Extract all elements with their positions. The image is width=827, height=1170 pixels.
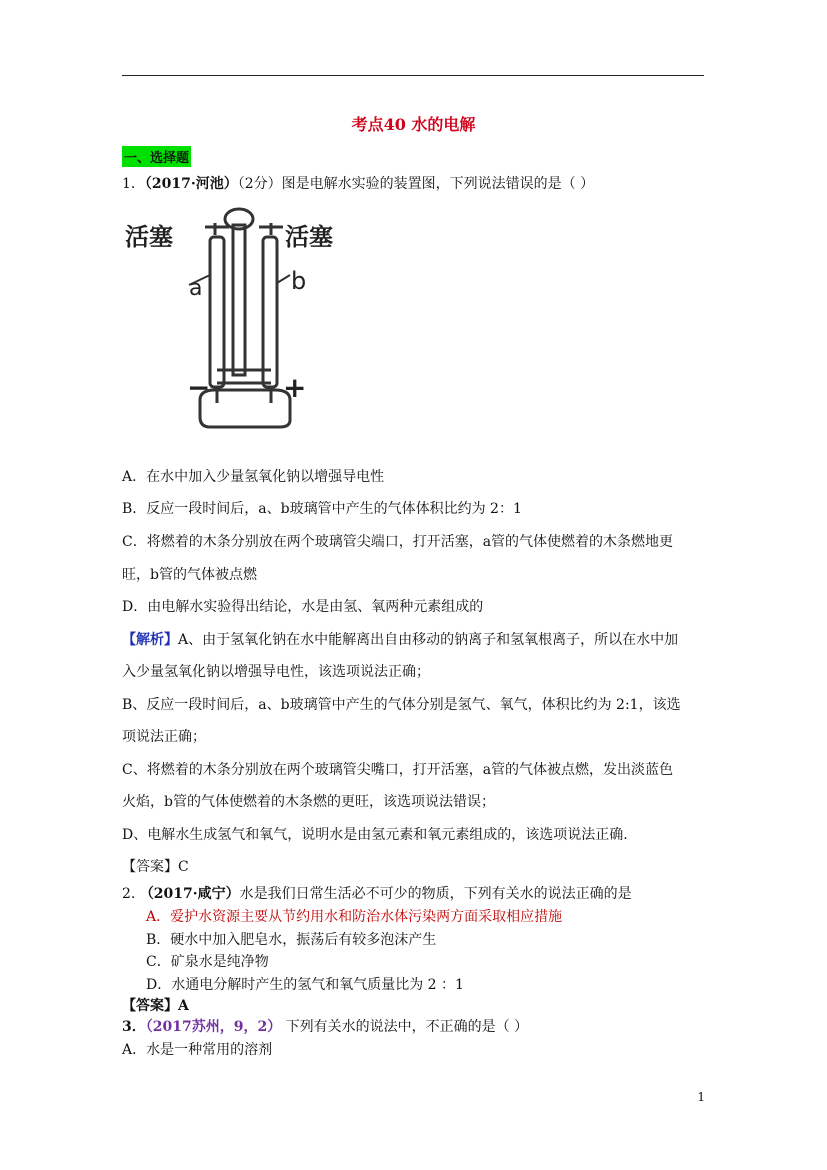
page-number: 1: [697, 1090, 705, 1104]
q1-option-a: A．在水中加入少量氢氧化钠以增强导电性: [122, 469, 385, 485]
q2-option-c: C．矿泉水是纯净物: [146, 954, 269, 970]
figure-label-a: a: [189, 276, 203, 301]
q2-stem: 水是我们日常生活必不可少的物质，下列有关水的说法正确的是: [239, 886, 632, 902]
q3-stem: 下列有关水的说法中，不正确的是（ ）: [281, 1019, 529, 1035]
q3-source: （2017苏州，9，2）: [145, 1019, 282, 1035]
q2-number: 2.: [122, 886, 136, 902]
q1-option-c-continued: 旺，b管的气体被点燃: [122, 567, 257, 583]
q3-stem-line: [122, 1016, 528, 1036]
analysis-tag: 【解析】: [122, 632, 178, 648]
q3-option-a: A．水是一种常用的溶剂: [122, 1042, 273, 1058]
q2-option-d: D．水通电分解时产生的氢气和氧气质量比为 2 ：1: [146, 977, 464, 993]
electrolysis-apparatus-figure: [125, 205, 365, 445]
page-title: 考点40 水的电解: [351, 115, 476, 134]
q1-option-c: C．将燃着的木条分别放在两个玻璃管尖端口，打开活塞，a管的气体使燃着的木条燃地更: [122, 534, 674, 550]
answer-value: C: [178, 859, 189, 875]
figure-label-left-stopcock: 活塞: [125, 223, 173, 251]
answer-tag: 【答案】: [122, 859, 178, 875]
q1-stem: （2分）图是电解水实验的装置图，下列说法错误的是（ ）: [237, 176, 595, 192]
section-heading: 一、选择题: [122, 146, 191, 167]
q1-option-b: B．反应一段时间后，a、b玻璃管中产生的气体体积比约为 2：1: [122, 501, 522, 517]
q1-number: 1．: [122, 176, 145, 192]
q1-option-d: D．由电解水实验得出结论，水是由氢、氧两种元素组成的: [122, 599, 484, 615]
figure-label-positive: +: [283, 371, 307, 404]
q1-analysis-line-2: 入少量氢氧化钠以增强导电性，该选项说法正确；: [122, 664, 430, 680]
figure-label-right-stopcock: 活塞: [285, 223, 333, 251]
figure-label-negative: −: [187, 371, 211, 404]
q1-analysis-line-3: B、反应一段时间后，a、b玻璃管中产生的气体分别是氢气、氧气，体积比约为 2:1，该选: [122, 697, 681, 713]
figure-label-b: b: [291, 267, 307, 295]
q3-number: 3．: [122, 1019, 146, 1035]
q1-analysis-line-1: 【解析】A、由于氢氧化钠在水中能解离出自由移动的钠离子和氢氧根离子，所以在水中加: [122, 632, 679, 648]
q1-answer: [122, 856, 189, 876]
q2-source: （2017·咸宁）: [139, 886, 240, 902]
q2-option-a: A．爱护水资源主要从节约用水和防治水体污染两方面采取相应措施: [146, 909, 563, 925]
q1-analysis-line-7: D、电解水生成氢气和氧气，说明水是由氢元素和氧元素组成的，该选项说法正确.: [122, 827, 628, 843]
header-rule: [122, 75, 704, 76]
q1-source: （2017·河池）: [144, 176, 238, 192]
q2-answer: 【答案】A: [122, 998, 189, 1014]
q1-analysis-line-6: 火焰，b管的气体使燃着的木条燃的更旺，该选项说法错误；: [122, 794, 495, 810]
q1-analysis-line-5: C、将燃着的木条分别放在两个玻璃管尖嘴口，打开活塞，a管的气体被点燃，发出淡蓝色: [122, 762, 674, 778]
q1-stem-line: [122, 173, 594, 193]
q2-stem-line: [122, 883, 632, 903]
q2-option-b: B．硬水中加入肥皂水，振荡后有较多泡沫产生: [146, 932, 437, 948]
q1-analysis-line-4: 项说法正确；: [122, 729, 206, 745]
